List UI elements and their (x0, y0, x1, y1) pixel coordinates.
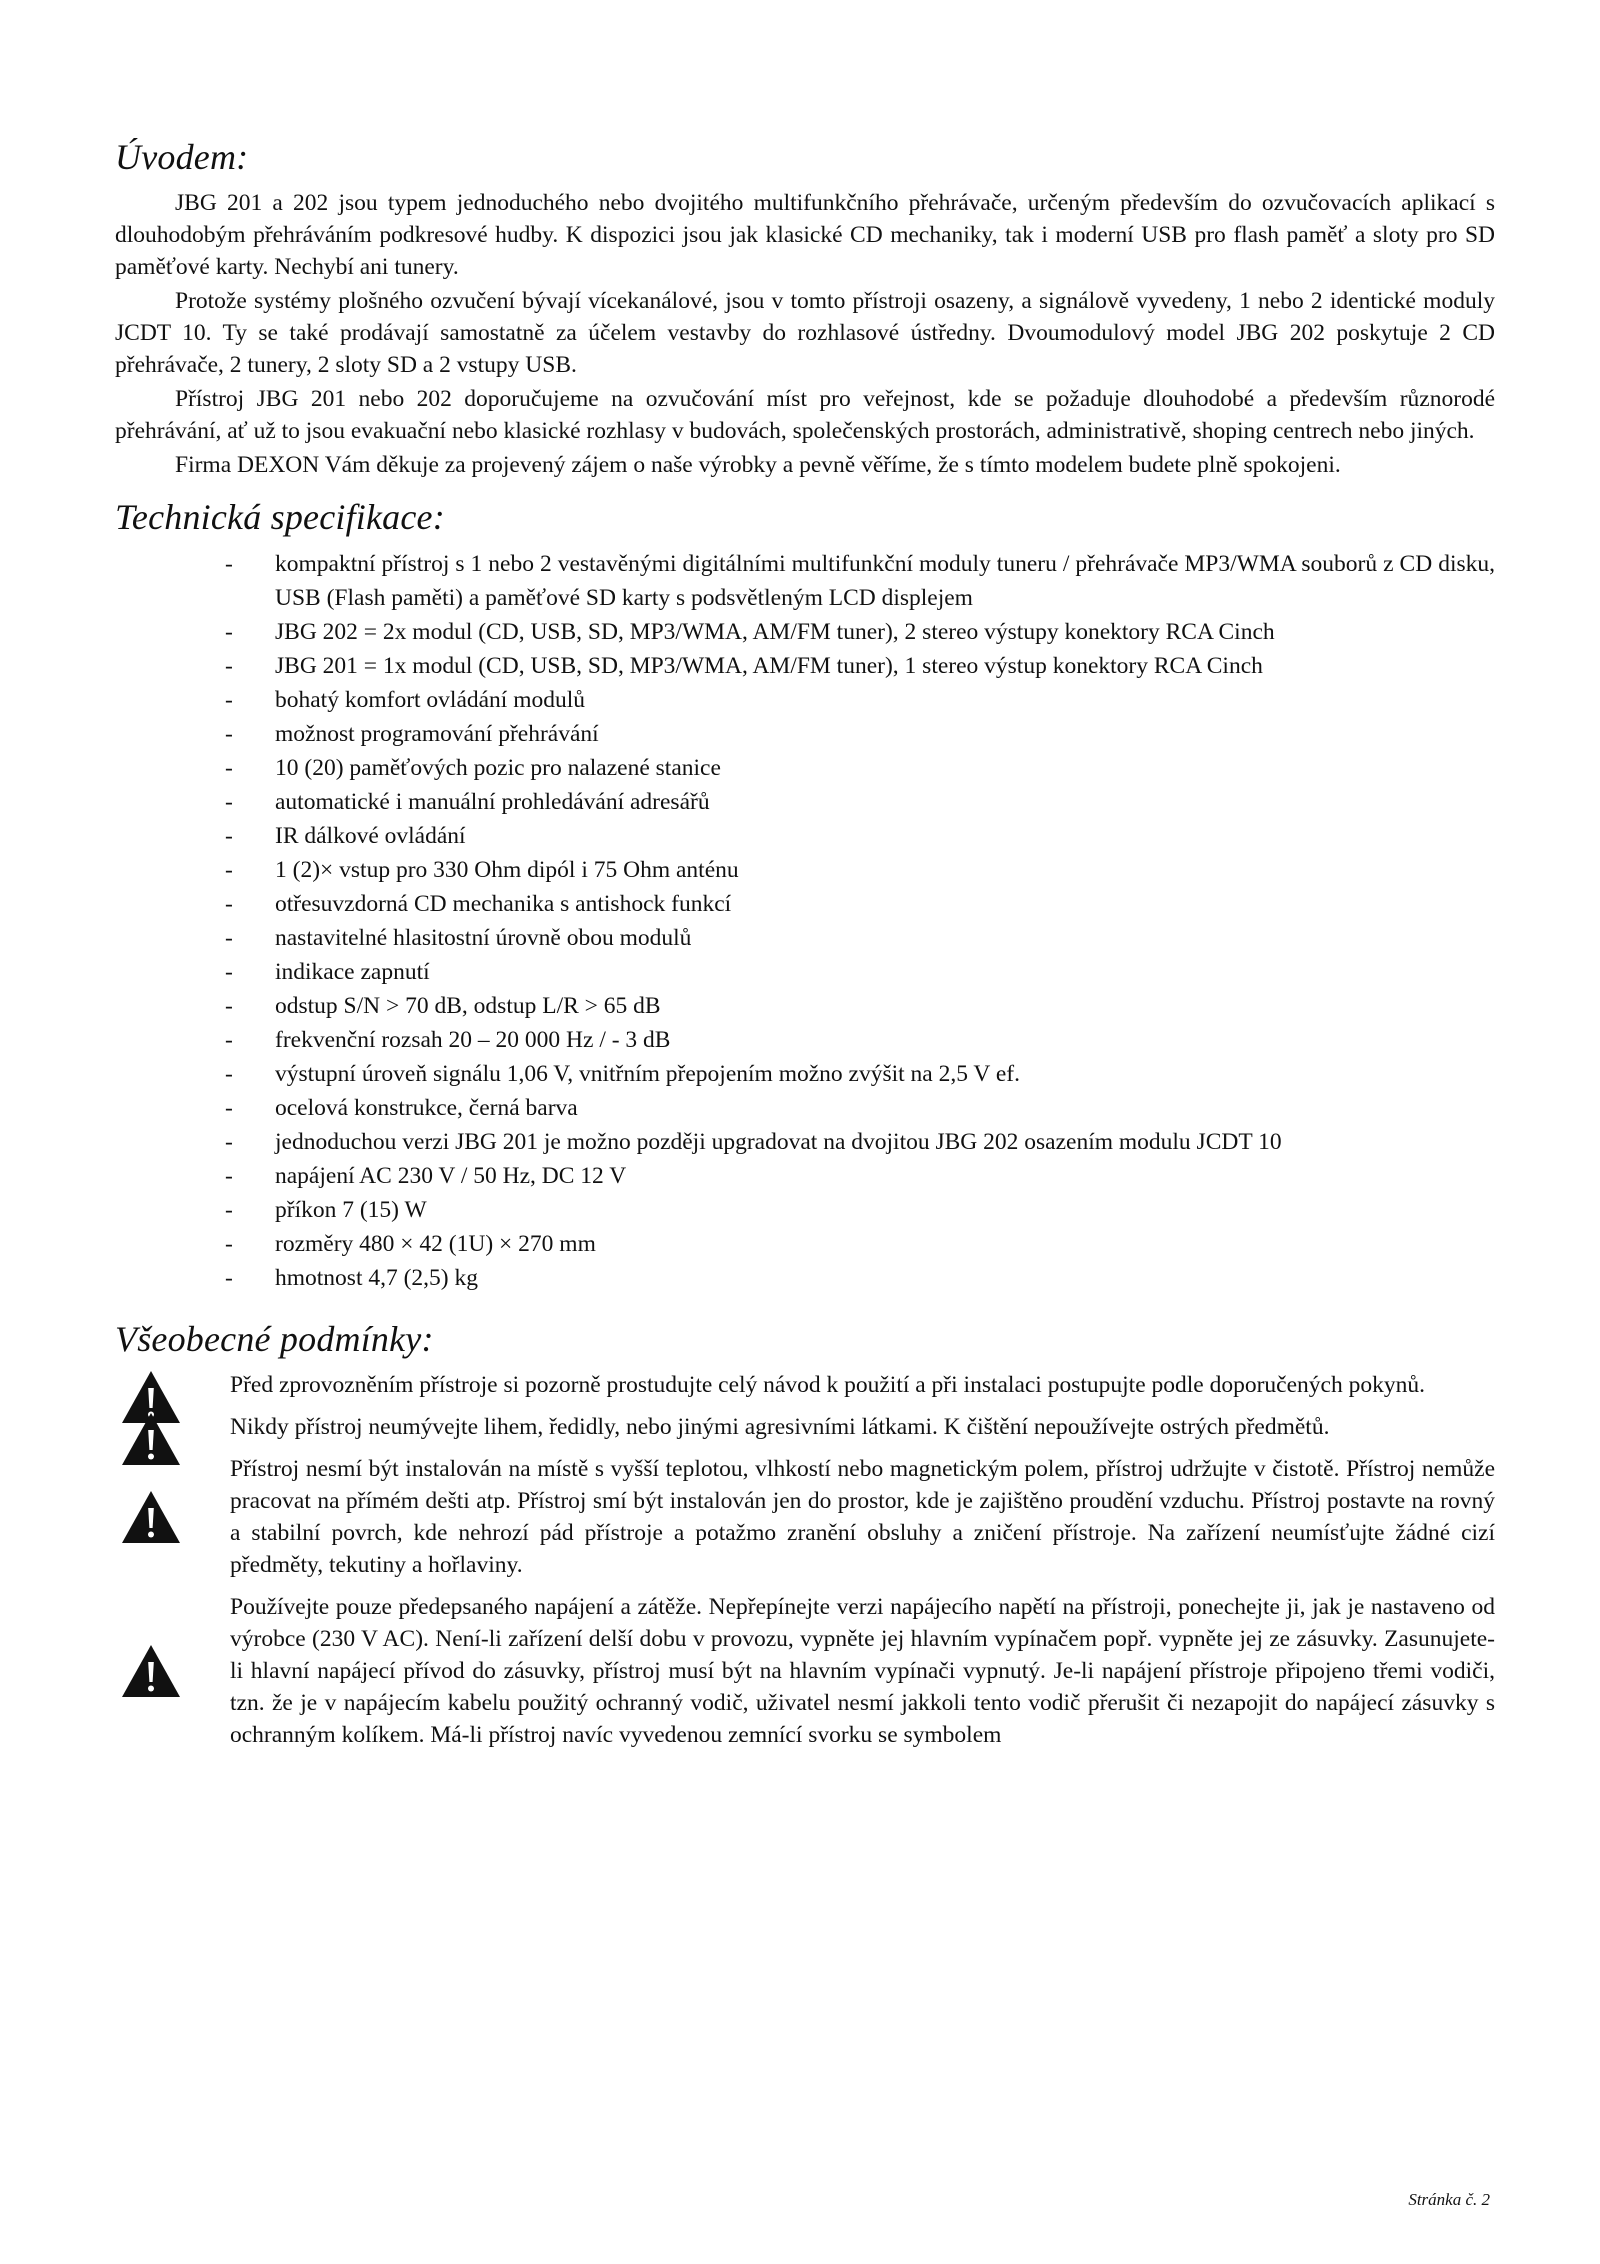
spec-item-text: odstup S/N > 70 dB, odstup L/R > 65 dB (275, 993, 661, 1019)
spec-item (115, 1023, 1495, 1057)
bullet-dash: - (225, 925, 233, 951)
spec-item-text: ocelová konstrukce, černá barva (275, 1095, 578, 1121)
intro-heading: Úvodem: (115, 137, 249, 177)
spec-item (115, 1261, 1495, 1295)
spec-item (115, 887, 1495, 921)
spec-item (115, 1193, 1495, 1227)
bullet-dash: - (225, 1231, 233, 1257)
conditions-heading: Všeobecné podmínky: (115, 1319, 434, 1359)
spec-item-text: napájení AC 230 V / 50 Hz, DC 12 V (275, 1163, 627, 1189)
warning-text: Před zprovozněním přístroje si pozorně prostudujte celý návod k použití a při instalaci postupujte podle doporučených pokynů. (230, 1372, 1425, 1398)
spec-item (115, 1057, 1495, 1091)
warning-block (115, 1369, 1495, 1401)
spec-item (115, 785, 1495, 819)
spec-item (115, 955, 1495, 989)
bullet-dash: - (225, 1095, 233, 1121)
bullet-dash: - (225, 1027, 233, 1053)
bullet-dash: - (225, 823, 233, 849)
spec-item-text: automatické i manuální prohledávání adresářů (275, 789, 710, 815)
intro-paragraph: Protože systémy plošného ozvučení bývají vícekanálové, jsou v tomto přístroji osazeny, a signálově vyvedeny, 1 nebo 2 identické moduly JCDT 10. Ty se také prodávají samostatně za účelem vestavby do rozhlasové ústředny. Dvoumodulový model JBG 202 poskytuje 2 CD přehrávače, 2 tunery, 2 sloty SD a 2 vstupy USB. (115, 288, 1495, 378)
bullet-dash: - (225, 687, 233, 713)
spec-item-text: 1 (2)× vstup pro 330 Ohm dipól i 75 Ohm anténu (275, 857, 739, 883)
bullet-dash: - (225, 755, 233, 781)
spec-item (115, 547, 1495, 615)
spec-item-text: hmotnost 4,7 (2,5) kg (275, 1265, 479, 1291)
spec-item (115, 853, 1495, 887)
spec-item (115, 819, 1495, 853)
bullet-dash: - (225, 1129, 233, 1155)
bullet-dash: - (225, 1265, 233, 1291)
spec-item-text: kompaktní přístroj s 1 nebo 2 vestavěnými digitálními multifunkční moduly tuneru / přehrávače MP3/WMA souborů z CD disku, USB (Flash paměti) a paměťové SD karty s podsvětleným LCD displejem (275, 551, 1495, 611)
spec-item-text: příkon 7 (15) W (275, 1197, 427, 1223)
warning-text: Používejte pouze předepsaného napájení a zátěže. Nepřepínejte verzi napájecího napětí na přístroji, ponechejte ji, jak je nastaveno od výrobce (230 V AC). Není-li zařízení delší dobu v provozu, vypněte jej hlavním vypínačem popř. vypněte jej ze zásuvky. Zasunujete-li hlavní napájecí přívod do zásuvky, přístroj musí být na hlavním vypínači vypnutý. Je-li napájení přístroje připojeno třemi vodiči, tzn. že je v napájecím kabelu použitý ochranný vodič, uživatel nesmí jakkoli tento vodič přerušit či nezapojit do napájecí zásuvky s ochranným kolíkem. Má-li přístroj navíc vyvedenou zemnící svorku se symbolem (230, 1594, 1495, 1748)
spec-item (115, 717, 1495, 751)
spec-item-text: výstupní úroveň signálu 1,06 V, vnitřním přepojením možno zvýšit na 2,5 V ef. (275, 1061, 1020, 1087)
warning-block (115, 1411, 1495, 1443)
bullet-dash: - (225, 619, 233, 645)
spec-item-text: nastavitelné hlasitostní úrovně obou modulů (275, 925, 692, 951)
bullet-dash: - (225, 721, 233, 747)
spec-item-text: frekvenční rozsah 20 – 20 000 Hz / - 3 dB (275, 1027, 671, 1053)
spec-item-text: 10 (20) paměťových pozic pro nalazené stanice (275, 755, 721, 781)
spec-item (115, 615, 1495, 649)
spec-item (115, 683, 1495, 717)
spec-item (115, 921, 1495, 955)
warning-triangle-icon (120, 1643, 182, 1699)
spec-item-text: JBG 201 = 1x modul (CD, USB, SD, MP3/WMA, AM/FM tuner), 1 stereo výstup konektory RCA Cinch (275, 653, 1263, 679)
spec-heading: Technická specifikace: (115, 497, 445, 537)
page-number: Stránka č. 2 (1408, 2190, 1490, 2209)
intro-paragraph: JBG 201 a 202 jsou typem jednoduchého nebo dvojitého multifunkčního přehrávače, určeným především do ozvučovacích aplikací s dlouhodobým přehráváním podkresové hudby. K dispozici jsou jak klasické CD mechaniky, tak i moderní USB pro flash paměť a sloty pro SD paměťové karty. Nechybí ani tunery. (115, 190, 1495, 280)
spec-item (115, 1227, 1495, 1261)
warning-block (115, 1591, 1495, 1751)
warning-triangle-icon (120, 1489, 182, 1545)
bullet-dash: - (225, 891, 233, 917)
spec-item-text: indikace zapnutí (275, 959, 430, 985)
bullet-dash: - (225, 1163, 233, 1189)
warning-text: Přístroj nesmí být instalován na místě s vyšší teplotou, vlhkostí nebo magnetickým polem, přístroj udržujte v čistotě. Přístroj nemůže pracovat na přímém dešti atp. Přístroj smí být instalován jen do prostor, kde je zajištěno proudění vzduchu. Přístroj postavte na rovný a stabilní povrch, kde nehrozí pád přístroje a potažmo zranění obsluhy a zničení přístroje. Na zařízení neumísťujte žádné cizí předměty, tekutiny a hořlaviny. (230, 1456, 1495, 1578)
spec-item-text: IR dálkové ovládání (275, 823, 466, 849)
spec-item (115, 1091, 1495, 1125)
bullet-dash: - (225, 993, 233, 1019)
spec-item-text: jednoduchou verzi JBG 201 je možno později upgradovat na dvojitou JBG 202 osazením modulu JCDT 10 (275, 1129, 1282, 1155)
spec-item (115, 751, 1495, 785)
bullet-dash: - (225, 1197, 233, 1223)
spec-item-text: možnost programování přehrávání (275, 721, 599, 747)
warning-text: Nikdy přístroj neumývejte lihem, ředidly, nebo jinými agresivními látkami. K čištění nepoužívejte ostrých předmětů. (230, 1414, 1330, 1440)
conditions-list (115, 1369, 1495, 1751)
document-page (115, 135, 1495, 1761)
bullet-dash: - (225, 551, 233, 577)
bullet-dash: - (225, 857, 233, 883)
bullet-dash: - (225, 959, 233, 985)
spec-list (115, 547, 1495, 1295)
spec-item (115, 649, 1495, 683)
spec-item-text: JBG 202 = 2x modul (CD, USB, SD, MP3/WMA, AM/FM tuner), 2 stereo výstupy konektory RCA Cinch (275, 619, 1275, 645)
spec-item-text: rozměry 480 × 42 (1U) × 270 mm (275, 1231, 596, 1257)
bullet-dash: - (225, 789, 233, 815)
spec-item (115, 1159, 1495, 1193)
intro-paragraph: Přístroj JBG 201 nebo 202 doporučujeme na ozvučování míst pro veřejnost, kde se požaduje dlouhodobé a především různorodé přehrávání, ať už to jsou evakuační nebo klasické rozhlasy v budovách, společenských prostorách, administrativě, shoping centrech nebo jiných. (115, 386, 1495, 444)
intro-paragraph: Firma DEXON Vám děkuje za projevený zájem o naše výrobky a pevně věříme, že s tímto modelem budete plně spokojeni. (175, 452, 1341, 478)
spec-item (115, 989, 1495, 1023)
intro-section (115, 187, 1495, 481)
bullet-dash: - (225, 1061, 233, 1087)
spec-item-text: otřesuvzdorná CD mechanika s antishock funkcí (275, 891, 732, 917)
spec-item (115, 1125, 1495, 1159)
warning-block (115, 1453, 1495, 1581)
bullet-dash: - (225, 653, 233, 679)
spec-item-text: bohatý komfort ovládání modulů (275, 687, 586, 713)
